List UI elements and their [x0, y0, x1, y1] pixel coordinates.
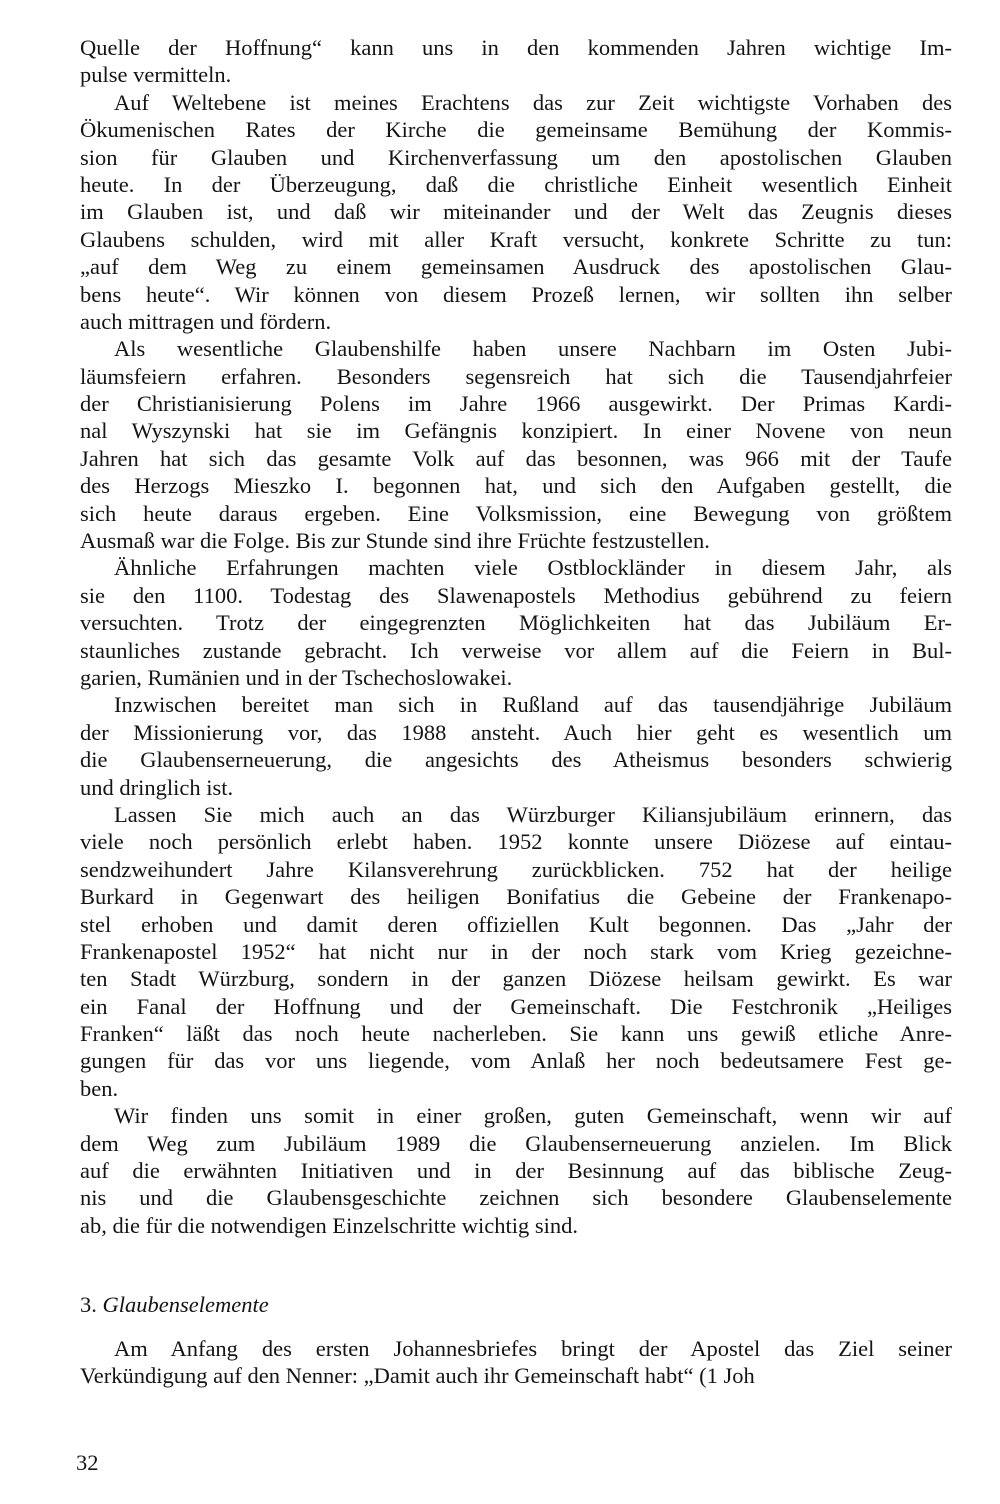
text-line: Ökumenischen Rates der Kirche die gemeinsame Bemühung der Kommis-: [80, 117, 952, 143]
text-line: stel erhoben und damit deren offiziellen Kult begonnen. Das „Jahr der: [80, 911, 952, 937]
text-line: Verkündigung auf den Nenner: „Damit auch ihr Gemeinschaft habt“ (1 Joh: [80, 1362, 755, 1388]
text-line: Glaubens schulden, wird mit aller Kraft versucht, konkrete Schritte zu tun:: [80, 226, 952, 252]
section-heading: [80, 1291, 952, 1318]
text-line: bens heute“. Wir können von diesem Prozeß lernen, wir sollten ihn selber: [80, 281, 952, 307]
page-number: 32: [76, 1450, 99, 1475]
text-line: sie den 1100. Todestag des Slawenapostels Methodius gebührend zu feiern: [80, 582, 952, 608]
text-line: auf die erwähnten Initiativen und in der Besinnung auf das biblische Zeug-: [80, 1158, 952, 1184]
page-body: [80, 34, 952, 1389]
text-line: Quelle der Hoffnung“ kann uns in den kommenden Jahren wichtige Im-: [80, 35, 952, 60]
body-text: [80, 34, 952, 1239]
text-line: der Christianisierung Polens im Jahre 1966 ausgewirkt. Der Primas Kardi-: [80, 391, 952, 417]
text-line: und dringlich ist.: [80, 774, 234, 800]
text-line: Auf Weltebene ist meines Erachtens das zur Zeit wichtigste Vorhaben des: [114, 89, 952, 115]
text-line: Burkard in Gegenwart des heiligen Bonifatius die Gebeine der Frankenapo-: [80, 884, 952, 910]
text-line: pulse vermitteln.: [80, 62, 232, 88]
text-line: der Missionierung vor, das 1988 ansteht. Auch hier geht es wesentlich um: [80, 719, 952, 745]
paragraph: [80, 554, 952, 691]
section-gap: [80, 1239, 952, 1291]
text-line: sion für Glauben und Kirchenverfassung um den apostolischen Glauben: [80, 144, 952, 170]
paragraph: [80, 691, 952, 801]
text-line: auch mittragen und fördern.: [80, 308, 332, 334]
text-line: Am Anfang des ersten Johannesbriefes bringt der Apostel das Ziel seiner: [114, 1335, 952, 1361]
text-line: im Glauben ist, und daß wir miteinander und der Welt das Zeugnis dieses: [80, 199, 952, 225]
text-line: heute. In der Überzeugung, daß die christliche Einheit wesentlich Einheit: [80, 171, 952, 197]
text-line: garien, Rumänien und in der Tschechoslowakei.: [80, 664, 513, 690]
text-line: sendzweihundert Jahre Kilansverehrung zurückblicken. 752 hat der heilige: [80, 856, 952, 882]
paragraph: [80, 89, 952, 336]
text-line: gungen für das vor uns liegende, vom Anlaß her noch bedeutsamere Fest ge-: [80, 1048, 952, 1074]
text-line: dem Weg zum Jubiläum 1989 die Glaubenserneuerung anzielen. Im Blick: [80, 1130, 952, 1156]
text-line: des Herzogs Mieszko I. begonnen hat, und sich den Aufgaben gestellt, die: [80, 473, 952, 499]
text-line: ten Stadt Würzburg, sondern in der ganzen Diözese heilsam gewirkt. Es war: [80, 966, 952, 992]
text-line: Ähnliche Erfahrungen machten viele Ostblockländer in diesem Jahr, als: [114, 555, 952, 581]
closing-paragraph: [80, 1335, 952, 1390]
text-line: staunliches zustande gebracht. Ich verweise vor allem auf die Feiern in Bul-: [80, 637, 952, 663]
text-line: Als wesentliche Glaubenshilfe haben unsere Nachbarn im Osten Jubi-: [114, 336, 952, 362]
paragraph: [80, 335, 952, 554]
text-line: ein Fanal der Hoffnung und der Gemeinschaft. Die Festchronik „Heiliges: [80, 993, 952, 1019]
text-line: Ausmaß war die Folge. Bis zur Stunde sind ihre Früchte festzustellen.: [80, 528, 710, 554]
text-line: Lassen Sie mich auch an das Würzburger Kiliansjubiläum erinnern, das: [114, 801, 952, 827]
section-title: Glaubenselemente: [102, 1292, 269, 1318]
text-line: ben.: [80, 1075, 119, 1101]
text-line: Inzwischen bereitet man sich in Rußland auf das tausendjährige Jubiläum: [114, 692, 952, 718]
text-line: Jahren hat sich das gesamte Volk auf das besonnen, was 966 mit der Taufe: [80, 445, 952, 471]
text-line: Wir finden uns somit in einer großen, guten Gemeinschaft, wenn wir auf: [114, 1103, 952, 1129]
text-line: läumsfeiern erfahren. Besonders segensreich hat sich die Tausendjahrfeier: [80, 363, 952, 389]
section-number: 3.: [80, 1292, 97, 1318]
text-line: die Glaubenserneuerung, die angesichts des Atheismus besonders schwierig: [80, 747, 952, 773]
paragraph: [80, 1102, 952, 1239]
text-line: nal Wyszynski hat sie im Gefängnis konzipiert. In einer Novene von neun: [80, 418, 952, 444]
paragraph: [80, 801, 952, 1102]
paragraph: [80, 1335, 952, 1390]
text-line: sich heute daraus ergeben. Eine Volksmission, eine Bewegung von größtem: [80, 500, 952, 526]
paragraph: [80, 34, 952, 89]
text-line: Frankenapostel 1952“ hat nicht nur in der noch stark vom Krieg gezeichne-: [80, 938, 952, 964]
text-line: viele noch persönlich erlebt haben. 1952 konnte unsere Diözese auf eintau-: [80, 829, 952, 855]
text-line: „auf dem Weg zu einem gemeinsamen Ausdruck des apostolischen Glau-: [80, 254, 952, 280]
text-line: nis und die Glaubensgeschichte zeichnen sich besondere Glaubenselemente: [80, 1185, 952, 1211]
text-line: ab, die für die notwendigen Einzelschritte wichtig sind.: [80, 1212, 578, 1238]
text-line: versuchten. Trotz der eingegrenzten Möglichkeiten hat das Jubiläum Er-: [80, 610, 952, 636]
text-line: Franken“ läßt das noch heute nacherleben. Sie kann uns gewiß etliche Anre-: [80, 1021, 952, 1047]
